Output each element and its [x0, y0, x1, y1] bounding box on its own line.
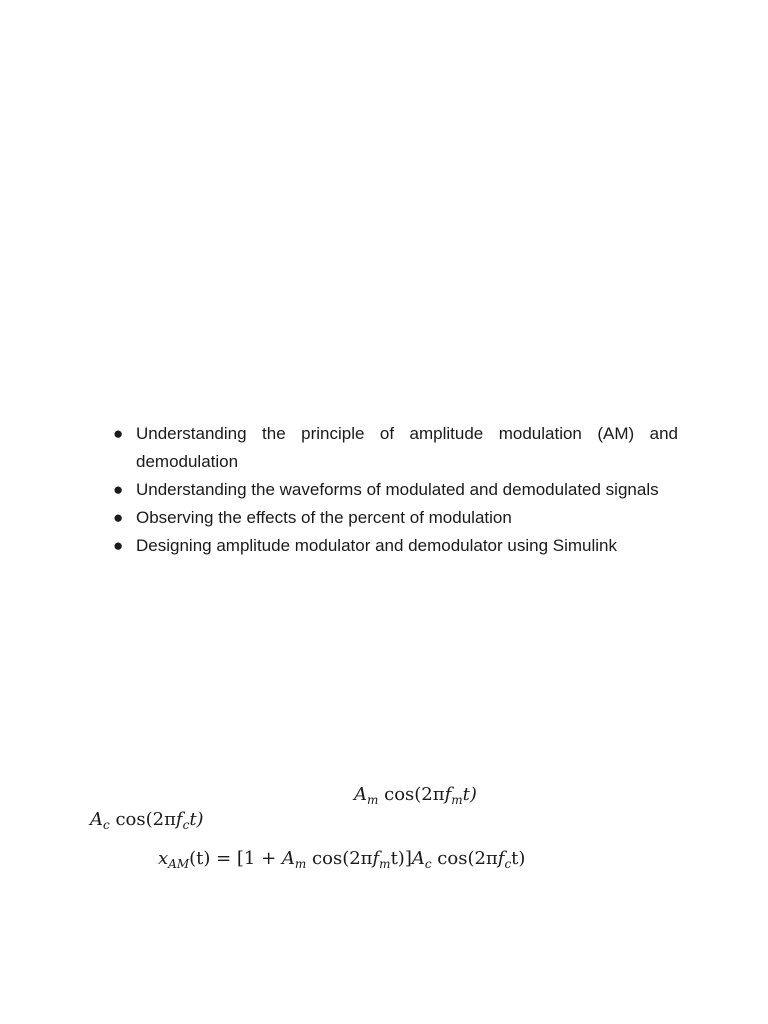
objective-text: Designing amplitude modulator and demodulator using Simulink: [136, 536, 617, 555]
message-signal-equation: $A_m$ $\cos(2\pi f_mt)$: [354, 784, 477, 807]
am-signal-equation: $x_{AM}(t) = [1 + A_m$ $\cos(2\pi f_mt)]A_c$ $\cos(2\pi f_ct)$: [158, 848, 526, 871]
bullet-icon: ●: [113, 424, 124, 443]
list-item: [112, 504, 678, 532]
objective-text: Understanding the principle of amplitude modulation (AM) and demodulation: [136, 424, 678, 471]
objectives-list: [112, 420, 678, 560]
objective-text: Observing the effects of the percent of modulation: [136, 508, 512, 527]
list-item: [112, 476, 678, 504]
objective-text: Understanding the waveforms of modulated and demodulated signals: [136, 480, 659, 499]
bullet-icon: ●: [113, 536, 124, 555]
carrier-signal-equation: $A_c$ $\cos(2\pi f_ct)$: [90, 809, 204, 832]
list-item: [112, 420, 678, 476]
bullet-icon: ●: [113, 508, 124, 527]
list-item: [112, 532, 678, 560]
bullet-icon: ●: [113, 480, 124, 499]
